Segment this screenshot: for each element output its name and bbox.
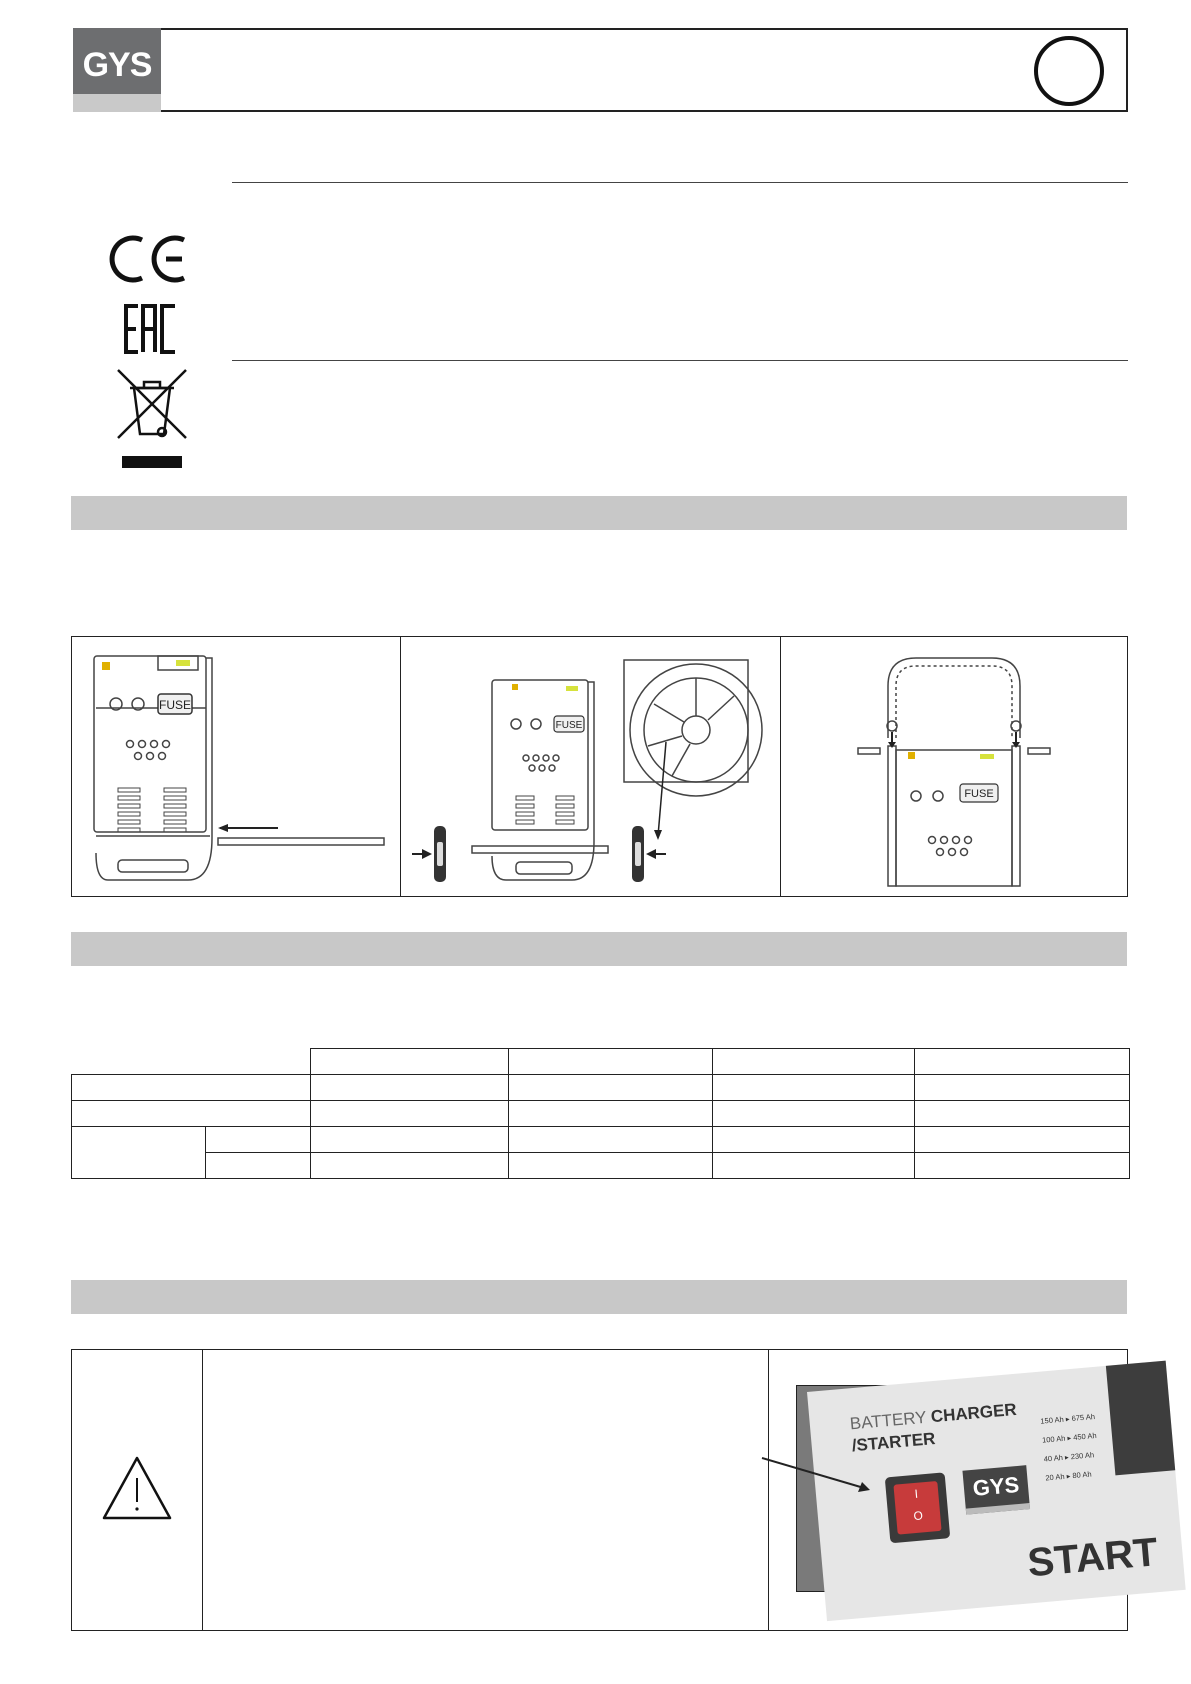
warning-triangle-icon [100,1454,174,1522]
table-row [72,1075,1130,1101]
switch-off-mark: O [912,1508,924,1524]
fuse-label: FUSE [964,788,994,800]
photo-logo [962,1465,1030,1514]
photo-logo-text: GYS [971,1471,1021,1501]
arrow-to-switch [760,1454,880,1500]
figure-charger-axle [88,648,394,888]
warning-divider [202,1349,203,1631]
section-band [71,1280,1127,1314]
fuse-label: FUSE [555,720,583,731]
gys-logo [73,28,161,112]
led-strip [1106,1361,1175,1476]
range-item: 20 Ah ▸ 80 Ah [1045,1469,1092,1483]
range-item: 100 Ah ▸ 450 Ah [1041,1430,1097,1445]
switch-on-mark: I [914,1486,919,1501]
logo-text: GYS [82,46,152,84]
power-switch-face [893,1481,941,1535]
ce-mark-icon [110,232,190,286]
figure-wheel-mounting [404,646,776,892]
table-row [72,1101,1130,1127]
page-header [73,28,1128,112]
figure-handle-mounting [784,646,1124,892]
fuse-label: FUSE [158,698,192,712]
table-row [72,1153,1130,1179]
language-circle [1034,36,1104,106]
table-row [72,1127,1130,1153]
capacity-ranges [1040,1407,1101,1487]
photo-title-line2: /STARTER [851,1429,937,1456]
eac-mark-icon [124,304,178,354]
section-band [71,932,1127,966]
range-item: 40 Ah ▸ 230 Ah [1043,1450,1095,1464]
weee-crossed-bin-icon [116,368,188,470]
section-band [71,496,1127,530]
figure-divider [780,636,781,897]
title-light: BATTERY [849,1407,932,1434]
logo-band [73,94,161,112]
divider-line [232,182,1128,183]
specs-table [71,1048,1130,1179]
title-bold: CHARGER [930,1399,1018,1427]
start-label: START [1025,1530,1160,1586]
figure-divider [400,636,401,897]
range-item: 150 Ah ▸ 675 Ah [1040,1412,1096,1426]
divider-line [232,360,1128,361]
table-row [72,1049,1130,1075]
photo-logo-band [966,1503,1030,1515]
power-switch [885,1472,951,1543]
